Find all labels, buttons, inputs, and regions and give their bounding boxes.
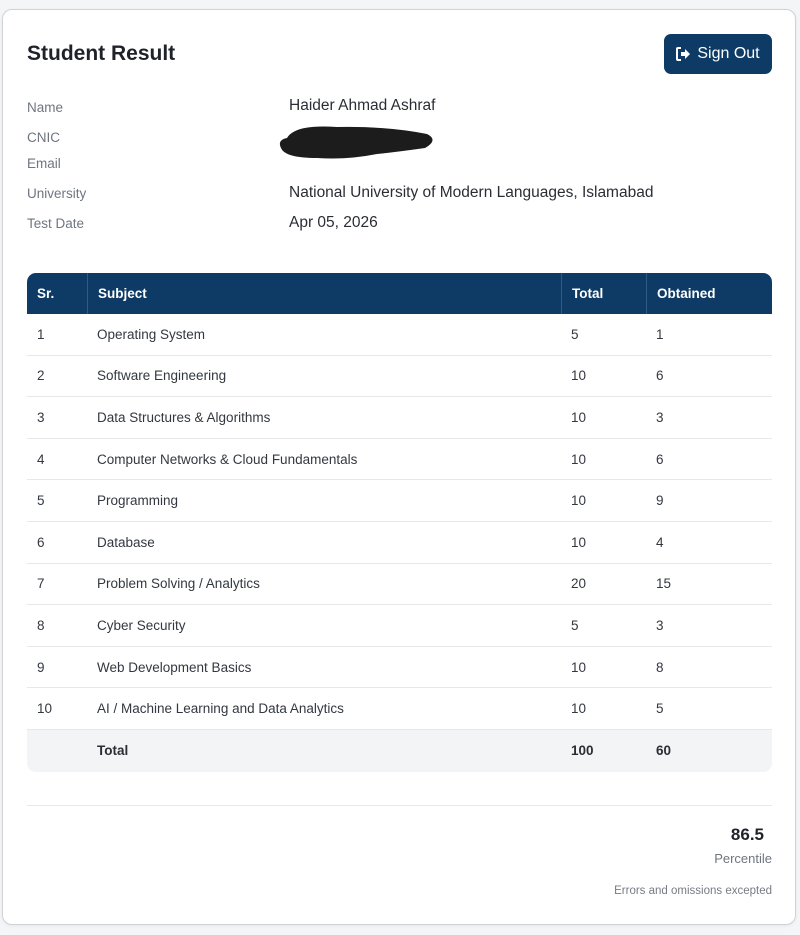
row-obtained: 1	[646, 314, 772, 356]
table-row	[27, 480, 772, 522]
table-row	[27, 439, 772, 481]
redaction-scribble	[277, 118, 437, 166]
table-row	[27, 397, 772, 439]
row-subject: Data Structures & Algorithms	[87, 397, 561, 439]
row-sr: 7	[27, 564, 87, 606]
footnote: Errors and omissions excepted	[614, 885, 772, 897]
test-date-value: Apr 05, 2026	[289, 214, 378, 231]
table-row	[27, 314, 772, 356]
table-total-row	[27, 730, 772, 772]
header-sr: Sr.	[27, 273, 87, 314]
percentile-value: 86.5	[730, 825, 764, 844]
row-sr: 1	[27, 314, 87, 356]
table-row	[27, 647, 772, 689]
row-obtained: 6	[646, 356, 772, 398]
percentile-label: Percentile	[714, 851, 772, 866]
row-total: 5	[561, 605, 646, 647]
table-row	[27, 688, 772, 730]
email-label: Email	[27, 156, 61, 171]
table-header-row	[27, 273, 772, 314]
total-row-label: Total	[87, 730, 561, 772]
row-subject: Programming	[87, 480, 561, 522]
table-row	[27, 356, 772, 398]
test-date-label: Test Date	[27, 216, 85, 231]
row-obtained: 8	[646, 647, 772, 689]
row-sr: 6	[27, 522, 87, 564]
page-title: Student Result	[27, 42, 176, 65]
row-subject: Database	[87, 522, 561, 564]
row-sr: 2	[27, 356, 87, 398]
table-row	[27, 564, 772, 606]
row-sr: 4	[27, 439, 87, 481]
row-subject: Cyber Security	[87, 605, 561, 647]
sign-out-icon	[676, 47, 691, 61]
result-card	[2, 9, 796, 925]
row-subject: Problem Solving / Analytics	[87, 564, 561, 606]
row-total: 10	[561, 397, 646, 439]
row-obtained: 15	[646, 564, 772, 606]
total-row-sr	[27, 730, 87, 772]
row-obtained: 3	[646, 605, 772, 647]
row-sr: 5	[27, 480, 87, 522]
row-subject: Operating System	[87, 314, 561, 356]
row-total: 10	[561, 439, 646, 481]
cnic-label: CNIC	[27, 130, 60, 145]
row-total: 10	[561, 480, 646, 522]
row-total: 10	[561, 356, 646, 398]
row-subject: Software Engineering	[87, 356, 561, 398]
header-subject: Subject	[87, 273, 561, 314]
results-table	[27, 273, 772, 772]
row-subject: AI / Machine Learning and Data Analytics	[87, 688, 561, 730]
total-row-obtained: 60	[646, 730, 772, 772]
row-obtained: 9	[646, 480, 772, 522]
row-total: 10	[561, 647, 646, 689]
row-total: 10	[561, 522, 646, 564]
row-obtained: 4	[646, 522, 772, 564]
table-row	[27, 522, 772, 564]
header-total: Total	[561, 273, 646, 314]
total-row-total: 100	[561, 730, 646, 772]
divider	[27, 805, 772, 806]
name-value: Haider Ahmad Ashraf	[289, 97, 436, 114]
row-total: 20	[561, 564, 646, 606]
row-sr: 9	[27, 647, 87, 689]
name-label: Name	[27, 100, 64, 115]
row-obtained: 5	[646, 688, 772, 730]
university-value: National University of Modern Languages, Islamabad	[289, 184, 654, 201]
row-obtained: 6	[646, 439, 772, 481]
row-obtained: 3	[646, 397, 772, 439]
table-row	[27, 605, 772, 647]
university-label: University	[27, 186, 87, 201]
sign-out-button[interactable]	[664, 34, 772, 74]
sign-out-label: Sign Out	[697, 45, 760, 62]
row-subject: Web Development Basics	[87, 647, 561, 689]
row-total: 10	[561, 688, 646, 730]
row-sr: 10	[27, 688, 87, 730]
header-obtained: Obtained	[646, 273, 772, 314]
row-sr: 8	[27, 605, 87, 647]
row-subject: Computer Networks & Cloud Fundamentals	[87, 439, 561, 481]
row-sr: 3	[27, 397, 87, 439]
row-total: 5	[561, 314, 646, 356]
